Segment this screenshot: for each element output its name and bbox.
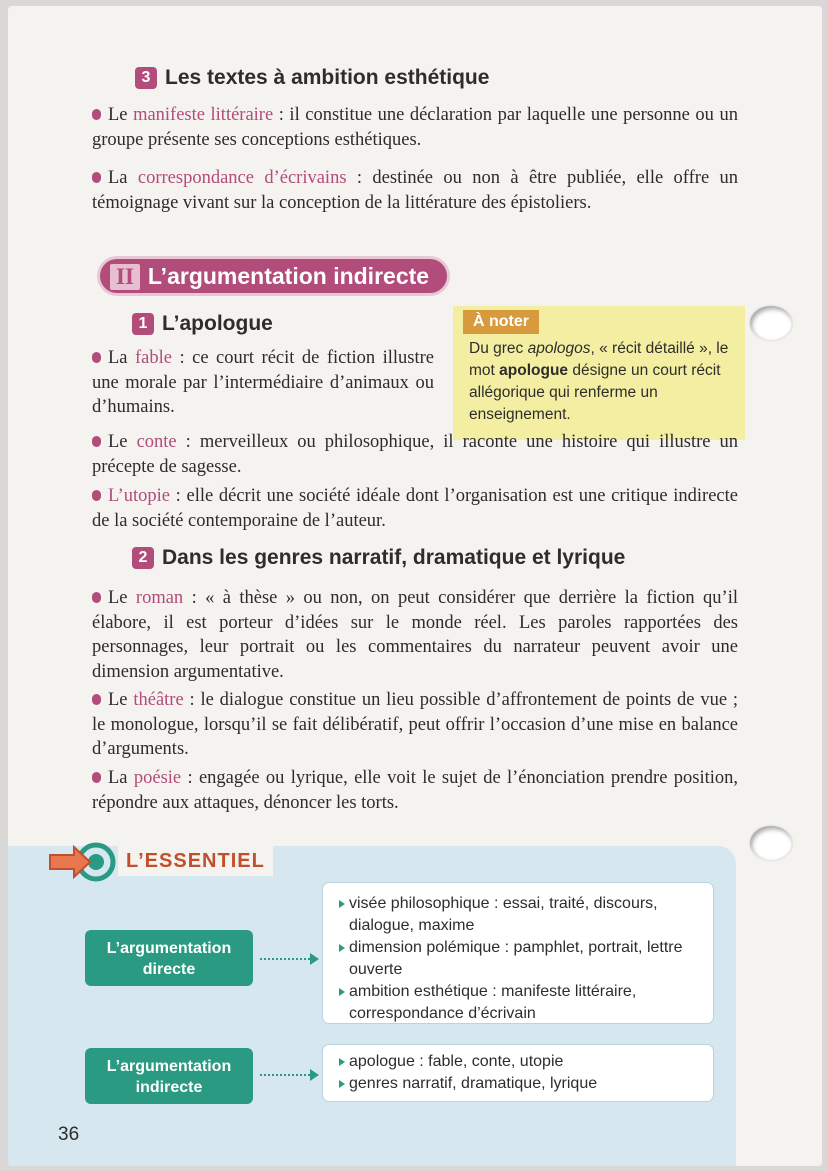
term-theatre: théâtre [133,690,184,710]
indirecte-label-line1: L’argumentation [106,1058,232,1075]
paragraph-roman [92,586,738,684]
section-3-title-text: Les textes à ambition esthétique [165,66,490,89]
indirecte-arrow-icon [310,1069,319,1081]
directe-arrow-icon [310,953,319,965]
directe-label-line2: directe [142,961,196,978]
subsection-2-title [132,546,625,570]
term-utopie: L’utopie [108,486,171,506]
directe-item: visée philosophique : essai, traité, discours, dialogue, maxime [339,893,703,937]
section-number-badge: 2 [132,547,154,569]
indirecte-item: apologue : fable, conte, utopie [339,1051,703,1073]
definition-text: : engagée ou lyrique, elle voit le sujet de l’énonciation prendre position, répondre aux attaques, dénoncer les torts. [92,768,739,813]
indirecte-items-box [322,1044,714,1102]
term-manifeste: manifeste littéraire [133,105,274,125]
note-box [453,306,745,440]
binder-hole-top [750,306,792,340]
paragraph-manifeste [92,103,738,152]
section-number-badge: 3 [135,67,157,89]
term-conte: conte [136,432,177,452]
note-heading: À noter [463,310,539,334]
definition-text: : « à thèse » ou non, on peut considérer que derrière la fiction qu’il élabore, il est porteur d’idées sur le monde réel. Les paroles rapportées des personnages, leur portrait ou les commentaires du narrateur peuvent avoir une dimension argumentative. [92,588,738,682]
term-roman: roman [135,588,184,608]
bullet-icon [92,694,101,705]
note-greek-word: apologos [527,340,591,357]
definition-text: : merveilleux ou philosophique, il raconte une histoire qui illustre un précepte de sagesse. [92,432,738,477]
text-before: Le [108,432,137,452]
definition-text: : destinée ou non à être publiée, elle offre un témoignage vivant sur la conception de la littérature des épistoliers. [92,168,739,213]
indirecte-label-line2: indirecte [135,1079,203,1096]
directe-items-box [322,882,714,1024]
bullet-icon [92,490,101,501]
directe-connector [260,958,310,960]
note-mid: , « récit détaillé », le mot [469,340,729,379]
paragraph-conte-text [92,430,738,479]
part-2-title: L’argumentation indirecte [147,263,430,289]
note-suffix: désigne un court récit allégorique qui renferme un enseignement. [469,362,721,423]
subsection-2-title-text: Dans les genres narratif, dramatique et lyrique [162,546,626,569]
bullet-icon [92,772,101,783]
text-before: Le [108,588,136,608]
text-before: Le [108,690,134,710]
part-2-heading [100,259,447,293]
bullet-icon [92,352,101,363]
section-number-badge: 1 [132,313,154,335]
bullet-icon [92,109,101,120]
paragraph-fable [92,346,434,420]
indirecte-connector [260,1074,310,1076]
directe-item: ambition esthétique : manifeste littéraire, correspondance d’écrivain [339,981,703,1025]
subsection-1-title-text: L’apologue [162,312,273,335]
term-correspondance: correspondance d’écrivains [137,168,347,188]
paragraph-utopie [92,484,738,533]
bullet-icon [92,436,101,447]
bullet-icon [92,592,101,603]
note-prefix: Du grec [469,340,528,357]
definition-text: : elle décrit une société idéale dont l’organisation est une critique indirecte de la société contemporaine de l’auteur. [92,486,738,531]
note-text [469,338,739,426]
term-fable: fable [135,348,172,368]
arrow-target-icon [46,842,116,882]
section-3-title [135,66,489,90]
definition-text: : le dialogue constitue un lieu possible d’affrontement de points de vue ; le monologue, lorsqu’il se fait délibératif, peut offrir l’occasion d’une mise en balance d’arguments. [92,690,739,759]
note-keyword: apologue [499,362,569,379]
text-before: La [108,348,136,368]
directe-item: dimension polémique : pamphlet, portrait, lettre ouverte [339,937,703,981]
essentiel-title: L’ESSENTIEL [118,846,273,876]
definition-text: : il constitue une déclaration par laquelle une personne ou un groupe présente ses conceptions esthétiques. [92,105,738,150]
roman-numeral: II [110,264,140,290]
paragraph-theatre [92,688,738,762]
subsection-1-title [132,312,273,336]
bullet-icon [92,172,101,183]
term-poesie: poésie [133,768,182,788]
directe-label-box [85,930,253,986]
definition-text: : ce court récit de fiction illustre une morale par l’intermédiaire d’animaux ou d’humains. [92,348,435,417]
directe-label-line1: L’argumentation [106,940,232,957]
paragraph-correspondance [92,166,738,215]
indirecte-item: genres narratif, dramatique, lyrique [339,1073,703,1095]
paragraph-poesie [92,766,738,815]
text-before: Le [108,105,134,125]
binder-hole-bottom [750,826,792,860]
page-number: 36 [58,1124,80,1145]
textbook-page [8,6,822,1166]
text-before: La [108,168,138,188]
indirecte-label-box [85,1048,253,1104]
text-before: La [108,768,134,788]
